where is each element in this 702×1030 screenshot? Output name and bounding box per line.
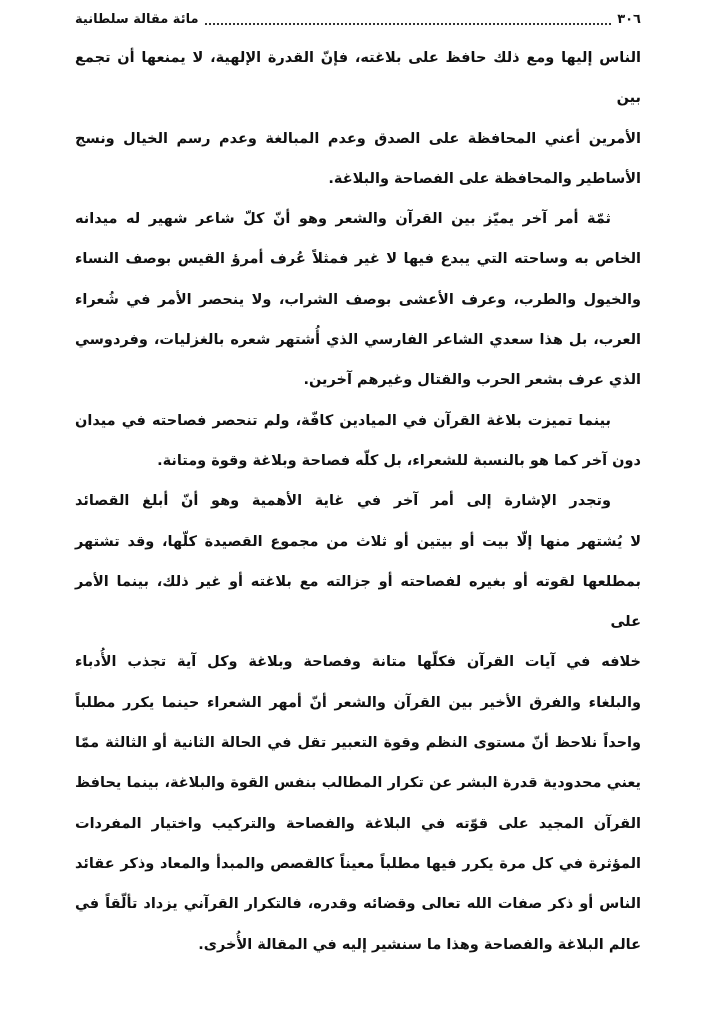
text-line: الخاص به وساحته التي يبدع فيها لا غير فمثلاً عُرف أمرؤ القيس بوصف النساء (75, 251, 641, 268)
text-line: الأساطير والمحافظة على الفصاحة والبلاغة. (328, 170, 641, 187)
text-line: عالم البلاغة والفصاحة وهذا ما سنشير إليه في المقالة الأُخرى. (198, 936, 641, 953)
text-line: وتجدر الإشارة إلى أمر آخر في غاية الأهمية وهو أنّ أبلغ القصائد (75, 493, 611, 510)
text-line: الناس أو ذكر صفات الله تعالى وقضائه وقدره، فالتكرار القرآني يزداد تألّقاً في (75, 896, 641, 913)
book-title: مائة مقالة سلطانية (75, 11, 199, 27)
text-line: العرب، بل هذا سعدي الشاعر الفارسي الذي أُشتهر شعره بالغزليات، وفردوسي (75, 332, 641, 349)
text-line: لا يُشتهر منها إلّا بيت أو بيتين أو ثلاث من مجموع القصيدة كلّها، وقد تشتهر (75, 533, 641, 550)
page-number: ٣٠٦ (617, 11, 641, 27)
text-line: خلافه في آيات القرآن فكلّها متانة وفصاحة وبلاغة وكل آية تجذب الأُدباء (75, 654, 641, 671)
text-line: بينما تميزت بلاغة القرآن في الميادين كافّة، ولم تنحصر فصاحته في ميدان (75, 412, 611, 429)
paragraph (75, 401, 641, 482)
text-line: الأمرين أعني المحافظة على الصدق وعدم المبالغة وعدم رسم الخيال ونسج (75, 130, 641, 147)
text-line: الذي عرف بشعر الحرب والقتال وغيرهم آخرين. (303, 372, 641, 389)
text-line: المؤثرة في كل مرة يكرر فيها مطلباً معيناً كالقصص والمبدأ والمعاد وذكر عقائد (75, 855, 641, 872)
text-line: دون آخر كما هو بالنسبة للشعراء، بل كلّه فصاحة وبلاغة وقوة ومتانة. (157, 452, 641, 469)
text-line: والخيول والطرب، وعرف الأعشى بوصف الشراب، ولا ينحصر الأمر في شُعراء (75, 291, 641, 308)
paragraph (75, 199, 641, 400)
text-line: والبلغاء والفرق الأخير بين القرآن والشعر أنّ أمهر الشعراء حينما يكرر مطلباً (75, 694, 641, 711)
leader-dots (205, 23, 612, 25)
paragraph (75, 481, 641, 965)
text-line: القرآن المجيد على قوّته في البلاغة والفصاحة والتركيب واختيار المفردات (75, 815, 641, 832)
paragraph (75, 38, 641, 199)
text-line: ثمّة أمر آخر يميّز بين القرآن والشعر وهو أنّ كلّ شاعر شهير له ميدانه (75, 211, 611, 228)
text-line: بمطلعها لقوته أو بغيره لفصاحته أو جزالته مع بلاغته أو غير ذلك، بينما الأمر على (75, 573, 641, 631)
text-line: الناس إليها ومع ذلك حافظ على بلاغته، فإنّ القدرة الإلهية، لا يمنعها أن تجمع بين (75, 50, 641, 107)
page-body (75, 38, 641, 965)
text-line: واحداً نلاحظ أنّ مستوى النظم وقوة التعبير تقل في الحالة الثانية أو الثالثة ممّا (75, 735, 641, 752)
running-header (75, 6, 641, 32)
text-line: يعني محدودية قدرة البشر عن تكرار المطالب بنفس القوة والبلاغة، بينما يحافظ (75, 775, 641, 792)
